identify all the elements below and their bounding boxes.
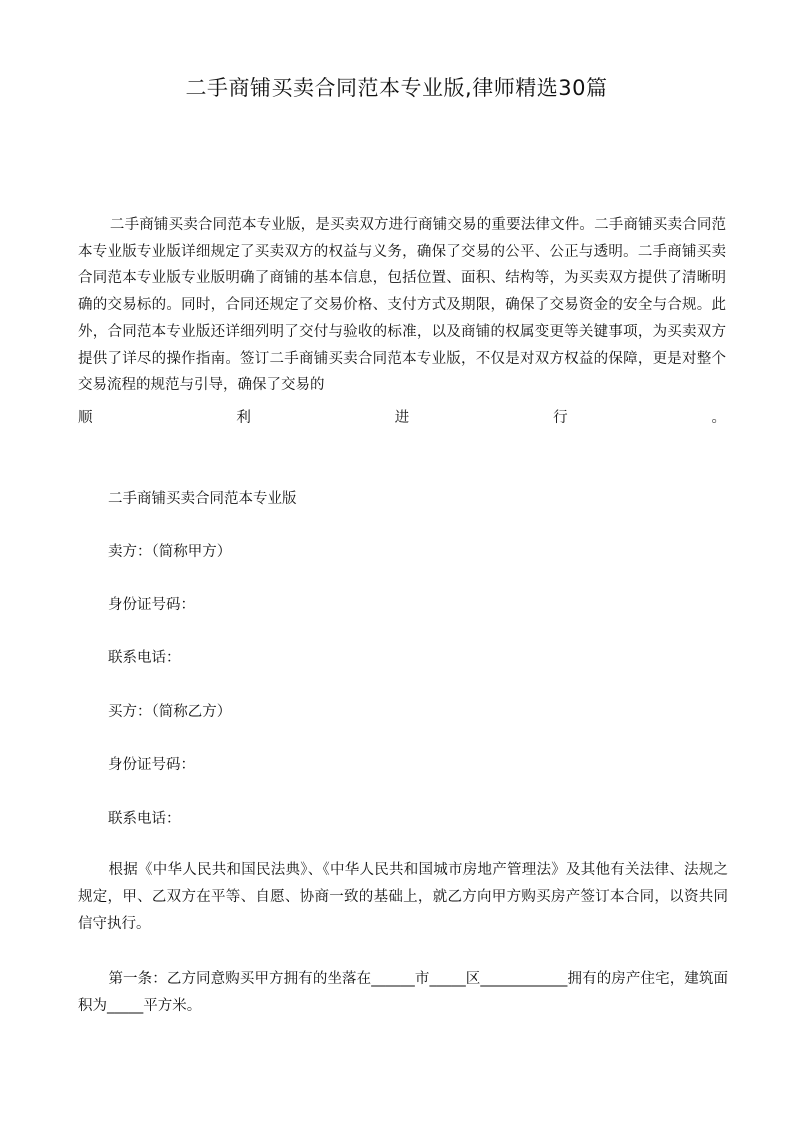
article-1-paragraph: 第一条：乙方同意购买甲方拥有的坐落在______市_____区____________拥有的房产住宅，建筑面积为_____平方米。 xyxy=(78,971,728,1014)
intro-tail-char: 利 xyxy=(236,410,251,426)
intro-tail-char: 。 xyxy=(711,410,726,426)
document-title: 二手商铺买卖合同范本专业版,律师精选30篇 xyxy=(185,76,608,100)
intro-tail-char: 顺 xyxy=(78,410,93,426)
intro-tail-char: 进 xyxy=(394,410,410,426)
buyer-id-label: 身份证号码： xyxy=(108,757,195,773)
seller-label: 卖方：（简称甲方） xyxy=(108,544,232,560)
intro-paragraph-last-line xyxy=(78,405,726,432)
preamble-paragraph: 根据《中华人民共和国民法典》、《中华人民共和国城市房地产管理法》及其他有关法律、法规之规定，甲、乙双方在平等、自愿、协商一致的基础上，就乙方向甲方购买房产签订本合同，以资共同信守执行。 xyxy=(78,862,728,932)
intro-paragraph: 二手商铺买卖合同范本专业版，是买卖双方进行商铺交易的重要法律文件。二手商铺买卖合同范本专业版专业版详细规定了买卖双方的权益与义务，确保了交易的公平、公正与透明。二手商铺买卖合同范本专业版专业版明确了商铺的基本信息，包括位置、面积、结构等，为买卖双方提供了清晰明确的交易标的。同时，合同还规定了交易价格、支付方式及期限，确保了交易资金的安全与合规。此外，合同范本专业版还详细列明了交付与验收的标准，以及商铺的权属变更等关键事项，为买卖双方提供了详尽的操作指南。签订二手商铺买卖合同范本专业版，不仅是对双方权益的保障，更是对整个交易流程的规范与引导，确保了交易的 xyxy=(78,217,726,394)
intro-tail-char: 行 xyxy=(553,410,568,426)
buyer-phone-label: 联系电话： xyxy=(108,811,181,827)
buyer-label: 买方：（简称乙方） xyxy=(108,704,232,720)
contract-heading: 二手商铺买卖合同范本专业版 xyxy=(108,491,297,507)
seller-id-label: 身份证号码： xyxy=(108,597,195,613)
seller-phone-label: 联系电话： xyxy=(108,650,181,666)
